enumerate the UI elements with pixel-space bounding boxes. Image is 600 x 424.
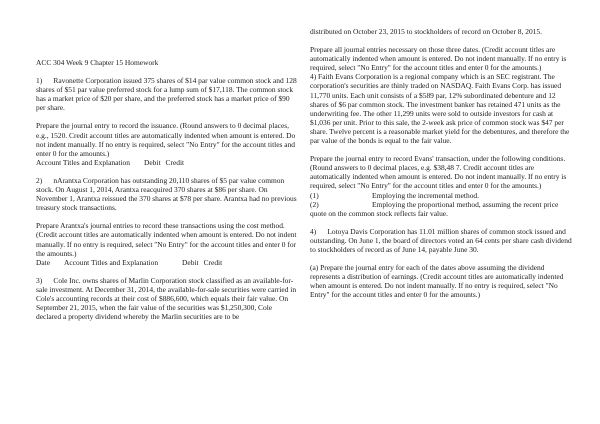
option-2-number: (2) xyxy=(310,199,319,209)
question-3: 3) Cole Inc. owns shares of Marlin Corporation stock classified as an available-for-sale investment. At December 31, 2014, the available-for-sale securities were carried in Cole's accounting records at their cost of $886,600, which equals their fair value. On September 21, 2015, when the fair value of the securities was $1,250,300, Cole declared a property dividend whereby the Marlin securities are to be xyxy=(36,275,297,322)
page-title: ACC 304 Week 9 Chapter 15 Homework xyxy=(36,58,159,67)
question-2: 2) nArantxa Corporation has outstanding 20,110 shares of $5 par value common stock. On August 1, 2014, Arantxa reacquired 370 shares at $86 per share. On November 1, Arantxa reissued the 370 shares at $78 per share. Arantxa had no previous treasury stock transactions. xyxy=(36,175,297,213)
right-column xyxy=(310,0,572,299)
question-5: 4) Lotoya Davis Corporation has 11.01 million shares of common stock issued and outstanding. On June 1, the board of directors voted an 64 cents per share cash dividend to stockholders of record as of June 14, payable June 30. xyxy=(310,226,572,254)
header-account-titles: Account Titles and Explanation xyxy=(36,157,130,167)
left-column xyxy=(36,0,298,321)
header-credit: Credit xyxy=(203,257,223,267)
question-4-option-2 xyxy=(310,200,572,218)
header-debit: Debit xyxy=(144,157,161,167)
question-4: 4) Faith Evans Corporation is a regional company which is an SEC registrant. The corporation's securities are thinly traded on NASDAQ. Faith Evans Corp. has issued 11,770 units. Each unit consists of a $589 par, 12% subordinated debenture and 12 shares of $6 par common stock. The investment banker has retained 471 units as the underwriting fee. The other 11,299 units were sold to outside investors for cash at $1,036 per unit. Prior to this sale, the 2-week ask price of common stock was $47 per share. Twelve percent is a reasonable market yield for the debentures, and therefore the par value of the bonds is equal to the fair value. xyxy=(310,72,570,146)
option-2-text: Employing the proportional method, assuming the recent price quote on the common stock reflects fair value. xyxy=(310,199,559,218)
question-2-instructions: Prepare Arantxa's journal entries to record these transactions using the cost method. (Credit account titles are automatically indented when amount is entered. Do not indent manually. If no entry is required, select "No Entry" for the account titles and enter 0 for the amounts.) xyxy=(36,221,297,258)
question-3-continued: distributed on October 23, 2015 to stockholders of record on October 8, 2015. xyxy=(310,27,542,36)
header-credit: Credit xyxy=(165,157,185,167)
header-date: Date xyxy=(36,257,51,267)
question-5-part-a: (a) Prepare the journal entry for each of the dates above assuming the dividend represents a distribution of earnings. (Credit account titles are automatically indented when amount is entered. Do not indent manually. If no entry is required, select "No Entry" for the account titles and enter 0 for the amounts.) xyxy=(310,263,564,300)
question-4-instructions: Prepare the journal entry to record Evans' transaction, under the following conditions. (Round answers to 0 decimal places, e.g. $38,48 7. Credit account titles are automatically indented when amount is entered. Do not indent manually. If no entry is required, select "No Entry" for the account titles and enter 0 for the amounts.) xyxy=(310,154,567,191)
question-1: 1) Ravonette Corporation issued 375 shares of $14 par value common stock and 128 shares of $51 par value preferred stock for a lump sum of $17,118. The common stock has a market price of $20 per share, and the preferred stock has a market price of $90 per share. xyxy=(36,76,297,113)
question-2-table-header xyxy=(36,258,298,267)
question-3-instructions: Prepare all journal entries necessary on those three dates. (Credit account titles are automatically indented when amount is entered. Do not indent manually. If no entry is required, select "No Entry" for the account titles and enter 0 for the amounts.) xyxy=(310,45,567,73)
question-1-instructions: Prepare the journal entry to record the issuance. (Round answers to 0 decimal places, e.g., 1520. Credit account titles are automatically indented when amount is entered. Do not indent manually. If no entry is required, select "No Entry" for the account titles and enter 0 for the amounts.) xyxy=(36,121,296,158)
option-1-text: Employing the incremental method. xyxy=(372,190,479,200)
header-debit: Debit xyxy=(182,257,199,267)
question-4-option-1 xyxy=(310,191,572,200)
header-account-titles: Account Titles and Explanation xyxy=(64,257,159,267)
question-1-table-header xyxy=(36,158,298,167)
option-1-number: (1) xyxy=(310,190,319,200)
